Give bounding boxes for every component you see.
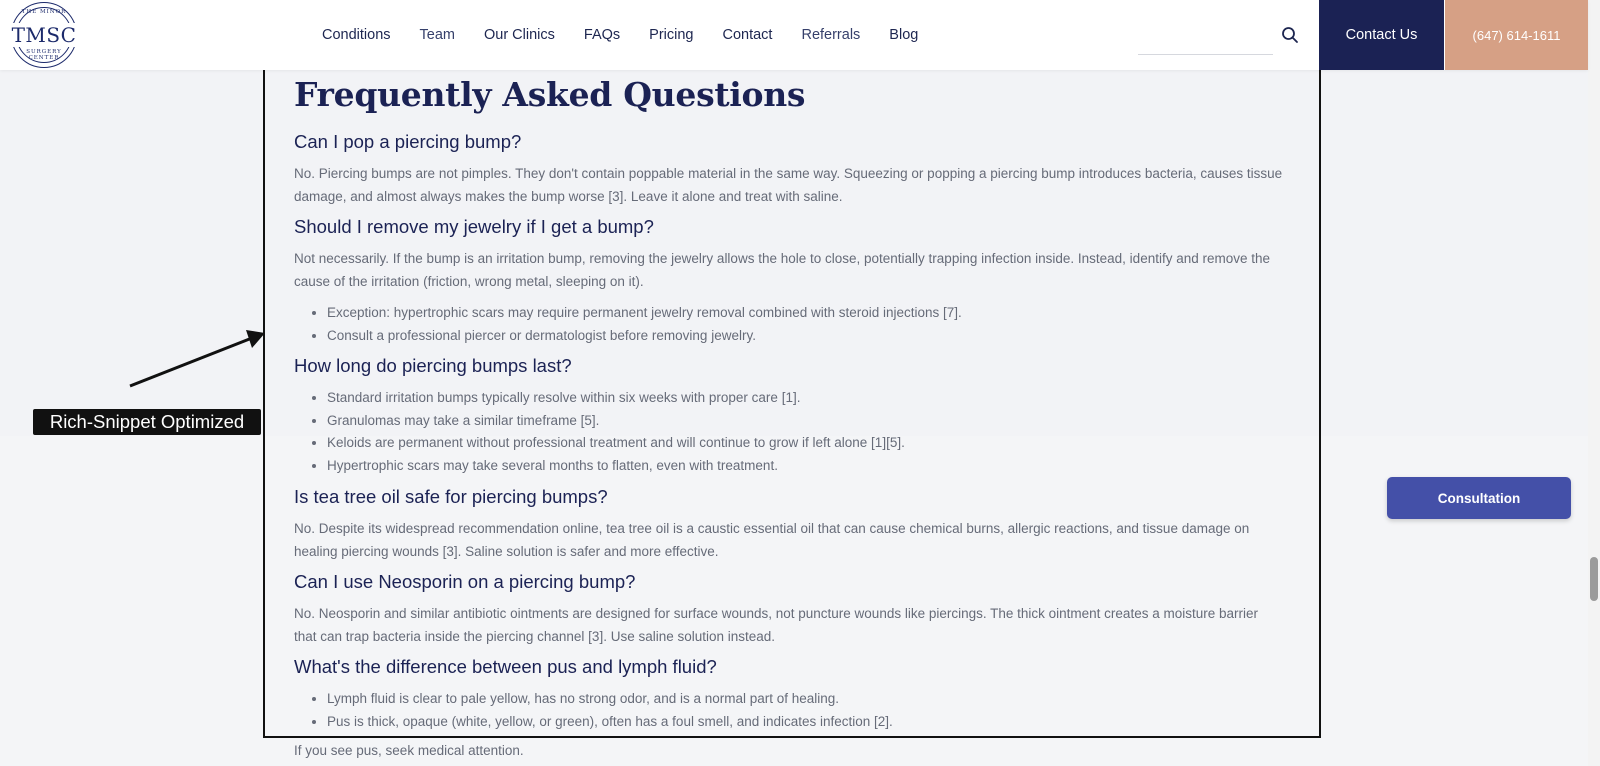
nav-faqs[interactable]: FAQs (583, 27, 621, 43)
logo-text: TMSC (11, 23, 77, 47)
logo-arc-bottom-text: SURGERY CENTER (26, 49, 62, 61)
scrollbar[interactable] (1588, 0, 1600, 766)
faq-answer-2: Not necessarily. If the bump is an irritation bump, removing the jewelry allows the hole to close, potentially trapping infection inside. Instead, identify and remove the cause of the irritation (friction, wrong metal, sleeping on it). (294, 251, 1271, 289)
list-item: • Lymph fluid is clear to pale yellow, has no strong odor, and is a normal part of healing. (327, 688, 893, 711)
faq-after-text: If you see pus, seek medical attention. (294, 743, 524, 758)
list-item: • Hypertrophic scars may take several months to flatten, even with treatment. (327, 455, 905, 478)
annotation-label: Rich-Snippet Optimized (33, 409, 261, 435)
logo-arc-top-text: THE MINOR (21, 9, 67, 15)
faq-question-1: Can I pop a piercing bump? (294, 131, 522, 152)
faq-title: Frequently Asked Questions (294, 75, 806, 114)
site-header (0, 0, 1588, 70)
annotation-arrow-icon (120, 328, 270, 390)
nav-our-clinics[interactable]: Our Clinics (483, 27, 555, 43)
logo[interactable] (11, 2, 77, 68)
nav-conditions[interactable]: Conditions (322, 27, 391, 43)
faq-question-5: Can I use Neosporin on a piercing bump? (294, 571, 636, 592)
nav-pricing[interactable]: Pricing (649, 27, 694, 43)
search-icon[interactable] (1281, 26, 1299, 44)
contact-us-button[interactable]: Contact Us (1319, 0, 1444, 70)
faq-question-3: How long do piercing bumps last? (294, 355, 572, 376)
list-item: • Keloids are permanent without professional treatment and will continue to grow if left alone [1][5]. (327, 432, 905, 455)
list-item: • Consult a professional piercer or dermatologist before removing jewelry. (327, 325, 962, 348)
list-item: • Pus is thick, opaque (white, yellow, or green), often has a foul smell, and indicates infection [2]. (327, 711, 893, 734)
search-field (1138, 18, 1273, 55)
faq-answer-5: No. Neosporin and similar antibiotic ointments are designed for surface wounds, not puncture wounds like piercings. The thick ointment creates a moisture barrier that can trap bacteria inside the piercing channel [3]. Use saline solution instead. (294, 606, 1258, 644)
nav-team[interactable]: Team (419, 27, 455, 43)
faq-answer-4: No. Despite its widespread recommendation online, tea tree oil is a caustic essential oil that can cause chemical burns, allergic reactions, and tissue damage on healing piercing wounds [3]. Saline solution is safer and more effective. (294, 521, 1250, 559)
annotation-highlight-frame (263, 67, 1321, 738)
scrollbar-thumb[interactable] (1590, 557, 1598, 601)
nav-blog[interactable]: Blog (889, 27, 919, 43)
list-item: • Granulomas may take a similar timeframe [5]. (327, 410, 905, 433)
list-item: • Standard irritation bumps typically resolve within six weeks with proper care [1]. (327, 387, 905, 410)
phone-button[interactable]: (647) 614-1611 (1445, 0, 1588, 70)
faq-question-6: What's the difference between pus and lymph fluid? (294, 656, 717, 677)
nav-referrals[interactable]: Referrals (801, 27, 861, 43)
main-nav (322, 0, 947, 70)
faq-question-2: Should I remove my jewelry if I get a bump? (294, 216, 654, 237)
search-input[interactable] (1138, 18, 1267, 54)
nav-contact[interactable]: Contact (722, 27, 773, 43)
consultation-button[interactable]: Consultation (1387, 477, 1571, 519)
faq-question-4: Is tea tree oil safe for piercing bumps? (294, 486, 608, 507)
list-item: • Exception: hypertrophic scars may require permanent jewelry removal combined with steroid injections [7]. (327, 302, 962, 325)
faq-answer-1: No. Piercing bumps are not pimples. They don't contain poppable material in the same way. Squeezing or popping a piercing bump introduces bacteria, causes tissue damage, and almost always makes the bump worse [3]. Leave it alone and treat with saline. (294, 166, 1283, 204)
